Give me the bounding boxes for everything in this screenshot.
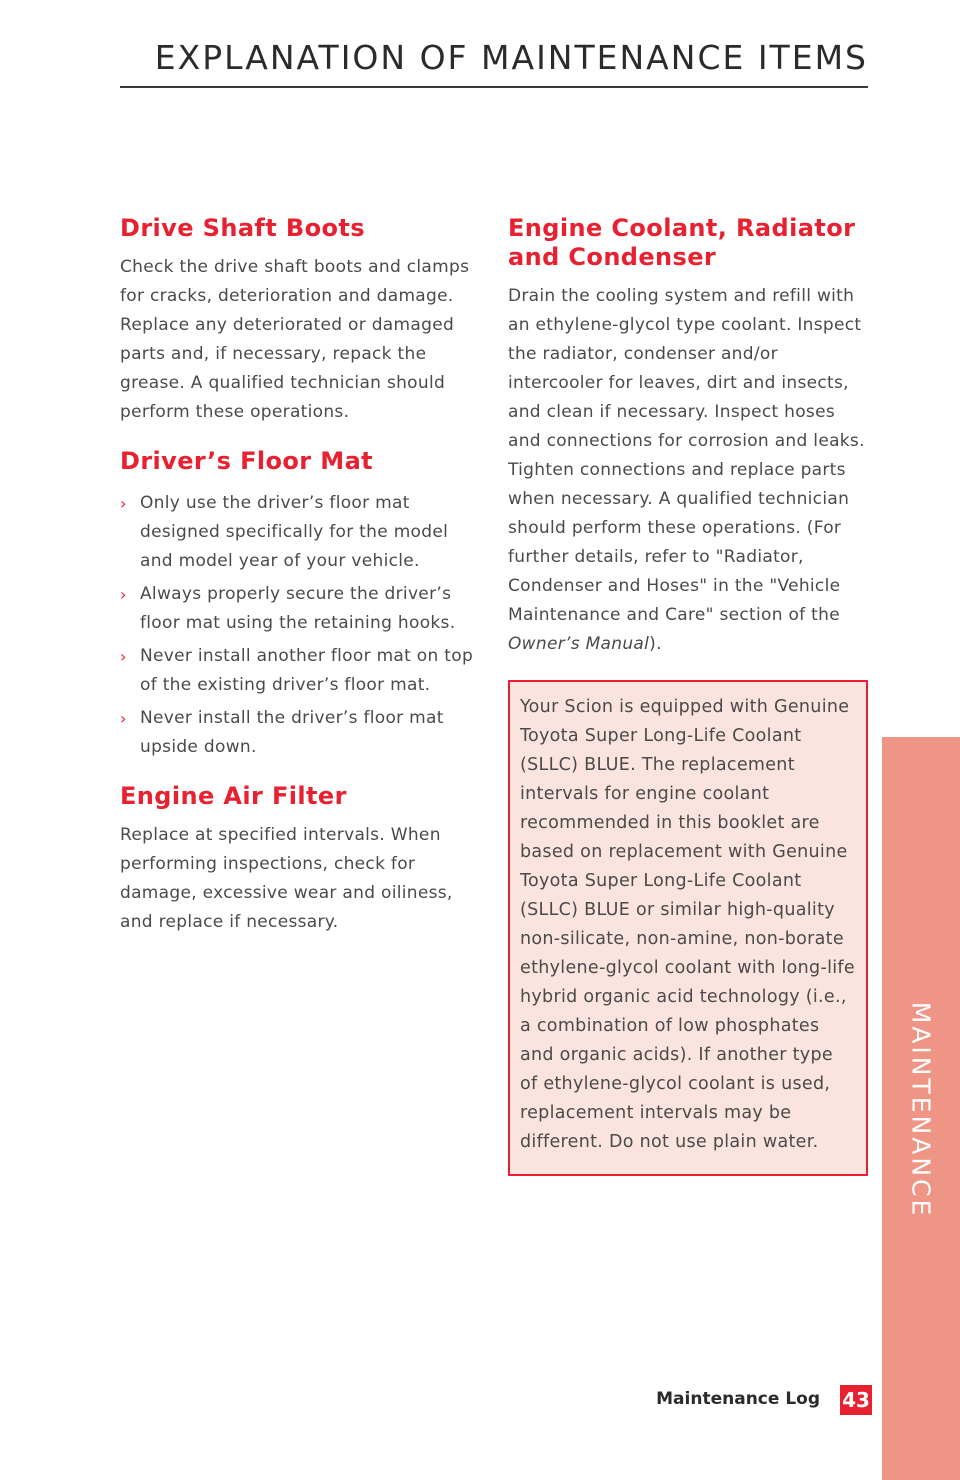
left-column bbox=[120, 214, 478, 937]
callout-text: Your Scion is equipped with Genuine Toyota Super Long-Life Coolant (SLLC) BLUE. The replacement intervals for engine coolant recommended in this booklet are based on replacement with Genuine Toyota Super Long-Life Coolant (SLLC) BLUE or similar high-quality non-silicate, non-amine, non-borate ethylene-glycol coolant with long-life hybrid organic acid technology (i.e., a combination of low phosphates and organic acids). If another type of ethylene-glycol coolant is used, replacement intervals may be different. Do not use plain water. bbox=[520, 697, 855, 1152]
list-item bbox=[120, 704, 478, 762]
side-tab-label-wrap bbox=[882, 0, 960, 1480]
list-item bbox=[120, 642, 478, 700]
floor-mat-section bbox=[120, 447, 478, 762]
chevron-right-icon: › bbox=[120, 709, 127, 728]
section-body: Check the drive shaft boots and clamps for cracks, deterioration and damage. Replace any deteriorated or damaged parts and, if necessary, repack the grease. A qualified technician should perform these operations. bbox=[120, 257, 470, 422]
list-item-text: Never install the driver’s floor mat upside down. bbox=[140, 708, 444, 757]
page-title: EXPLANATION OF MAINTENANCE ITEMS bbox=[154, 38, 868, 77]
section-heading: Engine Air Filter bbox=[120, 782, 347, 810]
coolant-callout-box bbox=[508, 680, 868, 1176]
page-number: 43 bbox=[840, 1385, 872, 1415]
chevron-right-icon: › bbox=[120, 647, 127, 666]
list-item bbox=[120, 580, 478, 638]
side-tab-label: MAINTENANCE bbox=[906, 1001, 936, 1219]
list-item-text: Only use the driver’s floor mat designed specifically for the model and model year of your vehicle. bbox=[140, 493, 449, 571]
list-item bbox=[120, 489, 478, 576]
right-column bbox=[508, 214, 868, 1176]
section-heading: Drive Shaft Boots bbox=[120, 214, 365, 242]
body-text-end: ). bbox=[649, 634, 662, 654]
floor-mat-list bbox=[120, 489, 478, 762]
engine-coolant-section bbox=[508, 214, 868, 659]
drive-shaft-boots-section bbox=[120, 214, 478, 427]
engine-air-filter-section bbox=[120, 782, 478, 937]
section-body: Replace at specified intervals. When performing inspections, check for damage, excessive wear and oiliness, and replace if necessary. bbox=[120, 825, 453, 932]
section-heading: Engine Coolant, Radiator and Condenser bbox=[508, 214, 856, 271]
footer-section-label: Maintenance Log bbox=[656, 1389, 820, 1409]
chevron-right-icon: › bbox=[120, 585, 127, 604]
section-body bbox=[508, 282, 868, 659]
page-header bbox=[120, 30, 868, 88]
body-text: Drain the cooling system and refill with an ethylene-glycol type coolant. Inspect the radiator, condenser and/or intercooler for leaves, dirt and insects, and clean if necessary. Inspect hoses and connections for corrosion and leaks. Tighten connections and replace parts when necessary. A qualified technician should perform these operations. (For further details, refer to "Radiator, Condenser and Hoses" in the "Vehicle Maintenance and Care" section of the bbox=[508, 286, 865, 625]
list-item-text: Never install another floor mat on top of the existing driver’s floor mat. bbox=[140, 646, 474, 695]
chevron-right-icon: › bbox=[120, 494, 127, 513]
section-heading: Driver’s Floor Mat bbox=[120, 447, 374, 475]
manual-title: Owner’s Manual bbox=[508, 634, 650, 654]
list-item-text: Always properly secure the driver’s floor mat using the retaining hooks. bbox=[140, 584, 456, 633]
